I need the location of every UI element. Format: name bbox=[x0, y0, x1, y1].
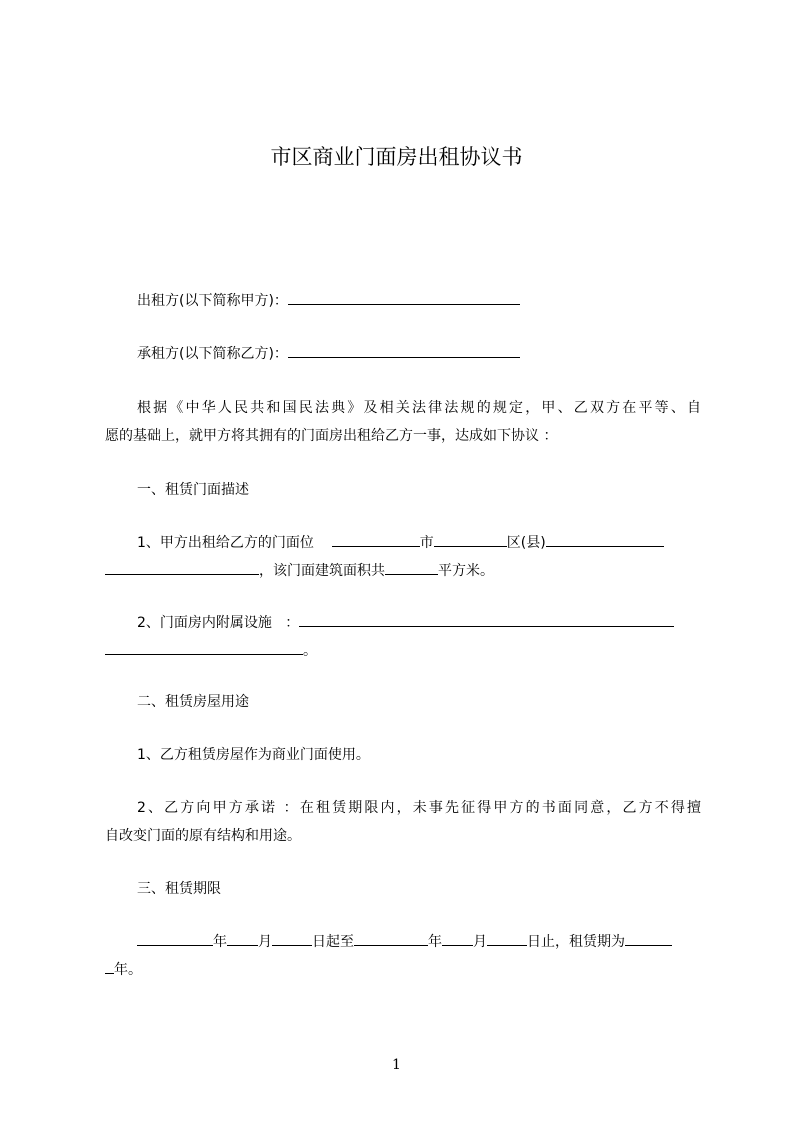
area-blank[interactable] bbox=[385, 560, 438, 575]
section-2-item-2-line-2: 自改变门面的原有结构和用途。 bbox=[105, 828, 301, 844]
district-blank[interactable] bbox=[546, 532, 664, 547]
item-2-colon: ： bbox=[285, 615, 300, 631]
party-a-blank[interactable] bbox=[288, 290, 520, 305]
party-b-label: 承租方(以下简称乙方)： bbox=[137, 346, 288, 362]
end-month-label: 月 bbox=[473, 934, 487, 950]
city-label: 市 bbox=[419, 535, 434, 551]
end-year-blank[interactable] bbox=[354, 931, 428, 946]
area-unit: 平方米。 bbox=[438, 563, 494, 579]
start-year-label: 年 bbox=[213, 934, 227, 950]
section-3-term-line-1 bbox=[137, 931, 672, 952]
facilities-blank-2[interactable] bbox=[105, 640, 303, 655]
start-day-label: 日起至 bbox=[312, 934, 354, 950]
party-b-line bbox=[137, 343, 520, 364]
city-blank[interactable] bbox=[434, 532, 507, 547]
section-2-item-1: 1、乙方租赁房屋作为商业门面使用。 bbox=[137, 747, 370, 763]
party-a-line bbox=[137, 290, 520, 311]
address-blank[interactable] bbox=[105, 560, 259, 575]
start-year-blank[interactable] bbox=[137, 931, 213, 946]
item-2-end: 。 bbox=[303, 643, 317, 659]
preamble-line-1: 根据《中华人民共和国民法典》及相关法律法规的规定，甲、乙双方在平等、自 bbox=[137, 400, 701, 416]
start-month-label: 月 bbox=[258, 934, 272, 950]
end-year-label: 年 bbox=[428, 934, 442, 950]
district-label: 区(县) bbox=[506, 535, 546, 551]
section-2-heading: 二、租赁房屋用途 bbox=[137, 694, 249, 710]
preamble-line-2: 愿的基础上，就甲方将其拥有的门面房出租给乙方一事，达成如下协议 ： bbox=[105, 428, 558, 444]
section-2-item-2-line-1: 2、乙方向甲方承诺 ：在租赁期限内，未事先征得甲方的书面同意，乙方不得擅 bbox=[137, 800, 701, 816]
section-1-item-2-line-1 bbox=[137, 612, 674, 633]
end-month-blank[interactable] bbox=[442, 931, 473, 946]
section-1-item-2-line-2 bbox=[105, 640, 317, 661]
section-3-heading: 三、租赁期限 bbox=[137, 881, 221, 897]
section-1-item-1-line-2 bbox=[105, 560, 494, 581]
party-a-label: 出租方(以下简称甲方)： bbox=[137, 293, 288, 309]
term-blank-2[interactable] bbox=[105, 959, 114, 974]
section-1-item-1-line-1 bbox=[137, 532, 664, 553]
page-number: 1 bbox=[392, 1057, 401, 1073]
facilities-blank[interactable] bbox=[299, 612, 674, 627]
term-end-label: 年。 bbox=[114, 962, 142, 978]
end-day-label: 日止，租赁期为 bbox=[527, 934, 625, 950]
start-month-blank[interactable] bbox=[227, 931, 258, 946]
party-b-blank[interactable] bbox=[288, 343, 520, 358]
document-title: 市区商业门面房出租协议书 bbox=[270, 145, 523, 169]
section-3-term-line-2 bbox=[105, 959, 142, 980]
start-day-blank[interactable] bbox=[272, 931, 312, 946]
location-blank[interactable] bbox=[332, 532, 420, 547]
section-1-heading: 一、租赁门面描述 bbox=[137, 482, 249, 498]
item-2-prefix: 2、门面房内附属设施 bbox=[137, 615, 272, 631]
item-1-prefix: 1、甲方出租给乙方的门面位 bbox=[137, 535, 314, 551]
end-day-blank[interactable] bbox=[487, 931, 527, 946]
area-text: ，该门面建筑面积共 bbox=[259, 563, 385, 579]
term-blank[interactable] bbox=[625, 931, 672, 946]
